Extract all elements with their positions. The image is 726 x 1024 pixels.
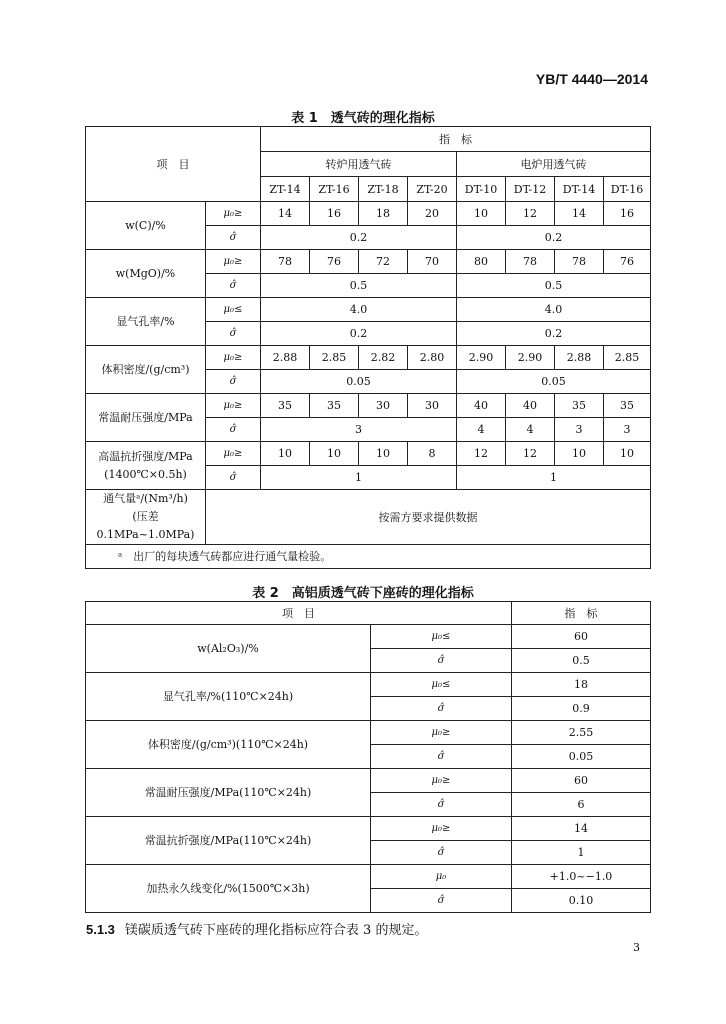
sigma-value: 0.2 — [457, 322, 651, 346]
value-cell: 10 — [310, 442, 359, 466]
value-cell: 60 — [512, 625, 651, 649]
row-label-line2: (1400℃×0.5h) — [104, 467, 187, 481]
sigma-value: 3 — [604, 418, 651, 442]
value-cell: 10 — [604, 442, 651, 466]
sigma-value: 0.2 — [261, 322, 457, 346]
value-cell: 18 — [359, 202, 408, 226]
row-label: 常温耐压强度/MPa — [86, 394, 206, 442]
grade-header: DT-12 — [506, 177, 555, 202]
sigma-value: 0.2 — [457, 226, 651, 250]
standard-number: YB/T 4440—2014 — [535, 71, 648, 87]
value-cell: 80 — [457, 250, 506, 274]
value-cell: 2.55 — [512, 721, 651, 745]
value-cell: +1.0~−1.0 — [512, 865, 651, 889]
value-cell: 2.82 — [359, 346, 408, 370]
value-cell: 35 — [555, 394, 604, 418]
row-label: 体积密度/(g/cm³)(110℃×24h) — [86, 721, 371, 769]
sigma-value: 4 — [506, 418, 555, 442]
sigma-value: 0.5 — [512, 649, 651, 673]
page-number: 3 — [633, 941, 640, 954]
table2-index-header: 指 标 — [512, 602, 651, 625]
value-cell: 30 — [359, 394, 408, 418]
gas-flow-label — [86, 490, 206, 545]
row-label: 显气孔率/% — [86, 298, 206, 346]
table2-item-header: 项 目 — [86, 602, 512, 625]
sigma-value: 1 — [512, 841, 651, 865]
value-cell: 14 — [512, 817, 651, 841]
sigma-symbol: σ̂ — [206, 466, 261, 490]
value-cell: 10 — [261, 442, 310, 466]
row-label: w(Al₂O₃)/% — [86, 625, 371, 673]
value-cell: 20 — [408, 202, 457, 226]
value-cell: 35 — [604, 394, 651, 418]
sigma-value: 3 — [261, 418, 457, 442]
row-label: 加热永久线变化/%(1500℃×3h) — [86, 865, 371, 913]
row-label: w(MgO)/% — [86, 250, 206, 298]
row-label: 常温抗折强度/MPa(110℃×24h) — [86, 817, 371, 865]
value-cell: 35 — [310, 394, 359, 418]
row-label: 常温耐压强度/MPa(110℃×24h) — [86, 769, 371, 817]
sigma-symbol: σ̂ — [206, 370, 261, 394]
table1-group-electric: 电炉用透气砖 — [457, 152, 651, 177]
sigma-value: 0.9 — [512, 697, 651, 721]
grade-header: ZT-16 — [310, 177, 359, 202]
grade-header: DT-10 — [457, 177, 506, 202]
value-cell: 12 — [506, 202, 555, 226]
grade-header: ZT-18 — [359, 177, 408, 202]
table1-item-header: 项 目 — [86, 127, 261, 202]
value-cell: 2.85 — [604, 346, 651, 370]
table1-index-header: 指 标 — [261, 127, 651, 152]
section-number: 5.1.3 — [86, 922, 115, 937]
value-cell: 70 — [408, 250, 457, 274]
sigma-value: 4 — [457, 418, 506, 442]
value-cell: 2.88 — [261, 346, 310, 370]
mu-symbol: μ₀≥ — [206, 250, 261, 274]
value-cell: 78 — [555, 250, 604, 274]
sigma-symbol: σ̂ — [371, 793, 512, 817]
value-cell: 14 — [261, 202, 310, 226]
grade-header: DT-16 — [604, 177, 651, 202]
value-cell: 78 — [506, 250, 555, 274]
value-cell: 2.80 — [408, 346, 457, 370]
sigma-value: 0.5 — [457, 274, 651, 298]
mu-symbol: μ₀≥ — [206, 394, 261, 418]
sigma-value: 1 — [457, 466, 651, 490]
value-cell: 14 — [555, 202, 604, 226]
table2 — [85, 601, 651, 913]
mu-symbol: μ₀≤ — [371, 625, 512, 649]
gas-flow-label-line1: 通气量ᵃ/(Nm³/h) — [103, 492, 188, 505]
value-cell: 2.88 — [555, 346, 604, 370]
value-cell: 35 — [261, 394, 310, 418]
row-label — [86, 442, 206, 490]
sigma-value: 3 — [555, 418, 604, 442]
mu-symbol: μ₀≤ — [371, 673, 512, 697]
sigma-symbol: σ̂ — [371, 649, 512, 673]
mu-symbol: μ₀≥ — [206, 346, 261, 370]
sigma-symbol: σ̂ — [206, 418, 261, 442]
value-cell: 10 — [457, 202, 506, 226]
value-cell: 10 — [359, 442, 408, 466]
sigma-value: 0.05 — [457, 370, 651, 394]
sigma-symbol: σ̂ — [206, 274, 261, 298]
value-cell: 16 — [310, 202, 359, 226]
gas-flow-value: 按需方要求提供数据 — [206, 490, 651, 545]
value-cell: 2.85 — [310, 346, 359, 370]
mu-symbol: μ₀≥ — [371, 721, 512, 745]
grade-header: ZT-14 — [261, 177, 310, 202]
sigma-value: 0.5 — [261, 274, 457, 298]
gas-flow-label-line2: (压差 0.1MPa~1.0MPa) — [96, 510, 195, 541]
value-cell: 12 — [457, 442, 506, 466]
section-text: 镁碳质透气砖下座砖的理化指标应符合表 3 的规定。 — [124, 923, 428, 938]
table2-title: 表 2 高铝质透气砖下座砖的理化指标 — [252, 586, 474, 601]
value-cell: 2.90 — [457, 346, 506, 370]
value-cell: 30 — [408, 394, 457, 418]
row-label: w(C)/% — [86, 202, 206, 250]
sigma-value: 0.10 — [512, 889, 651, 913]
sigma-symbol: σ̂ — [371, 841, 512, 865]
sigma-value: 6 — [512, 793, 651, 817]
table1 — [85, 126, 651, 569]
sigma-value: 0.05 — [512, 745, 651, 769]
value-cell: 76 — [310, 250, 359, 274]
row-label-line1: 高温抗折强度/MPa — [98, 449, 193, 463]
sigma-value: 1 — [261, 466, 457, 490]
grade-header: ZT-20 — [408, 177, 457, 202]
mu-symbol: μ₀≥ — [371, 769, 512, 793]
sigma-symbol: σ̂ — [371, 745, 512, 769]
sigma-symbol: σ̂ — [206, 322, 261, 346]
value-cell: 78 — [261, 250, 310, 274]
value-cell: 4.0 — [457, 298, 651, 322]
mu-symbol: μ₀≥ — [206, 442, 261, 466]
mu-symbol: μ₀≥ — [371, 817, 512, 841]
value-cell: 40 — [506, 394, 555, 418]
value-cell: 76 — [604, 250, 651, 274]
value-cell: 12 — [506, 442, 555, 466]
row-label: 体积密度/(g/cm³) — [86, 346, 206, 394]
row-label: 显气孔率/%(110℃×24h) — [86, 673, 371, 721]
section-paragraph — [86, 919, 427, 938]
value-cell: 18 — [512, 673, 651, 697]
value-cell: 4.0 — [261, 298, 457, 322]
table1-title: 表 1 透气砖的理化指标 — [291, 111, 435, 126]
value-cell: 72 — [359, 250, 408, 274]
value-cell: 60 — [512, 769, 651, 793]
value-cell: 2.90 — [506, 346, 555, 370]
sigma-value: 0.2 — [261, 226, 457, 250]
value-cell: 40 — [457, 394, 506, 418]
value-cell: 8 — [408, 442, 457, 466]
table1-group-converter: 转炉用透气砖 — [261, 152, 457, 177]
sigma-symbol: σ̂ — [371, 697, 512, 721]
mu-symbol: μ₀ — [371, 865, 512, 889]
grade-header: DT-14 — [555, 177, 604, 202]
value-cell: 16 — [604, 202, 651, 226]
sigma-symbol: σ̂ — [206, 226, 261, 250]
table1-footnote: ᵃ 出厂的每块透气砖都应进行通气量检验。 — [86, 545, 651, 569]
sigma-symbol: σ̂ — [371, 889, 512, 913]
mu-symbol: μ₀≥ — [206, 202, 261, 226]
value-cell: 10 — [555, 442, 604, 466]
mu-symbol: μ₀≤ — [206, 298, 261, 322]
sigma-value: 0.05 — [261, 370, 457, 394]
